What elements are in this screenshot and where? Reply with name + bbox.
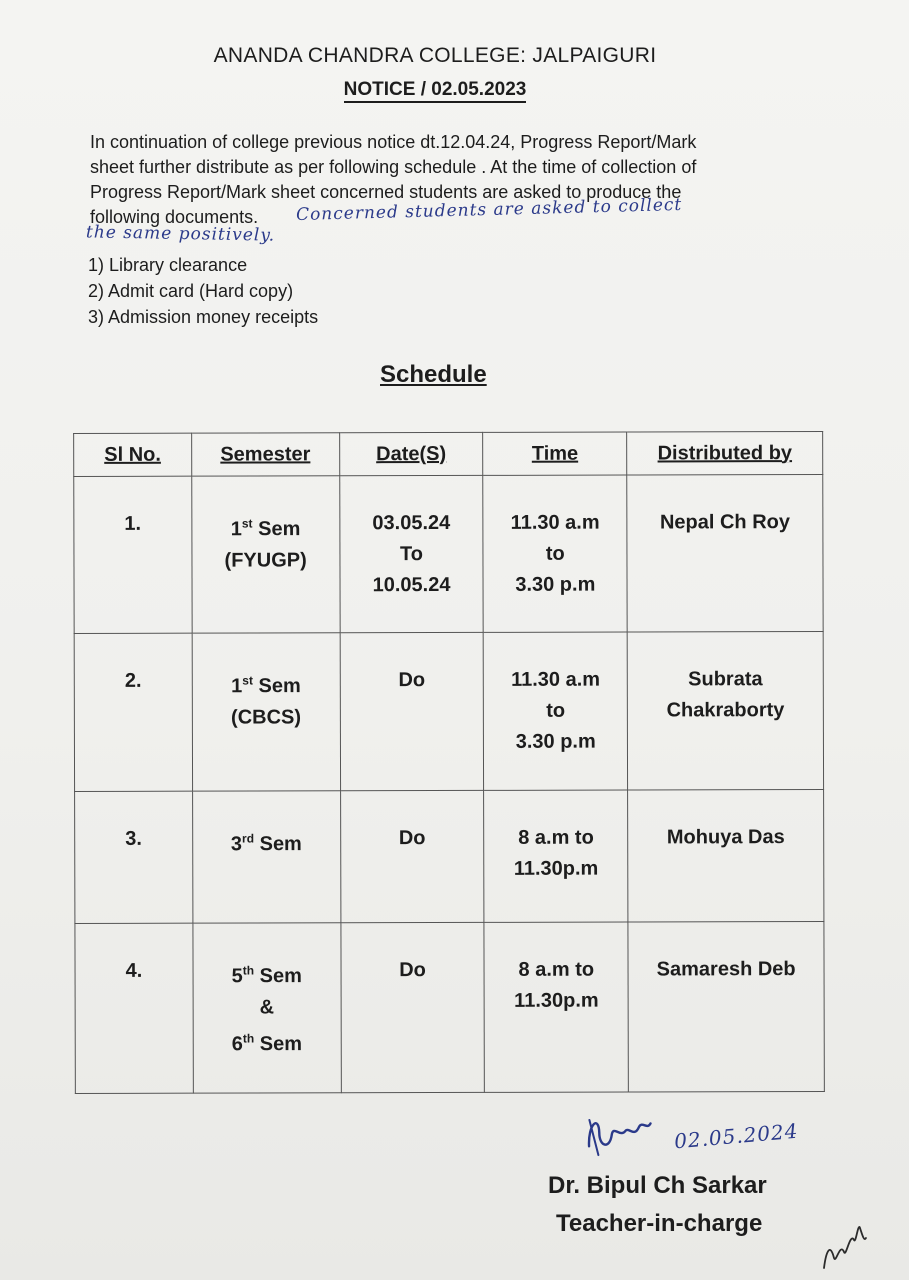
header-distributed-by: Distributed by [627, 432, 823, 476]
cell-sl: 1. [74, 476, 192, 633]
table-row [75, 790, 824, 924]
table-row [75, 922, 824, 1094]
paragraph-line: In continuation of college previous notice dt.12.04.24, Progress Report/Mark [90, 132, 697, 152]
cell-sl: 4. [75, 923, 193, 1093]
margin-initials-scribble [820, 1212, 870, 1272]
list-item: 1) Library clearance [88, 255, 248, 275]
cell-time: 11.30 a.m to 3.30 p.m [483, 475, 627, 632]
cell-time: 8 a.m to 11.30p.m [484, 790, 628, 922]
signature-scribble [578, 1103, 658, 1163]
cell-semester: 1st Sem (CBCS) [192, 633, 340, 791]
cell-sl: 3. [75, 791, 193, 923]
paragraph-line: Progress Report/Mark sheet concerned students are asked to produce the [90, 182, 682, 202]
cell-dates: Do [340, 790, 484, 922]
signatory-name: Dr. Bipul Ch Sarkar [548, 1172, 767, 1199]
table-row [74, 475, 823, 634]
cell-distributed-by: Mohuya Das [628, 790, 824, 923]
paragraph-line: sheet further distribute as per following schedule . At the time of collection of [90, 157, 697, 177]
signatory-role: Teacher-in-charge [556, 1210, 763, 1237]
cell-dates: Do [340, 632, 484, 790]
cell-dates: Do [340, 922, 484, 1092]
list-item: 2) Admit card (Hard copy) [88, 281, 294, 301]
header-semester: Semester [191, 433, 339, 476]
cell-time: 8 a.m to 11.30p.m [484, 922, 628, 1092]
list-item: 3) Admission money receipts [88, 307, 319, 327]
college-name: ANANDA CHANDRA COLLEGE: JALPAIGURI [213, 44, 657, 67]
notice-heading: NOTICE / 02.05.2023 [0, 79, 870, 101]
cell-semester: 3rd Sem [192, 791, 340, 923]
header-time: Time [483, 432, 627, 475]
paragraph-line: following documents. [90, 207, 259, 227]
header-sl-no: Sl No. [74, 433, 192, 476]
cell-semester: 1st Sem (FYUGP) [191, 476, 339, 633]
cell-time: 11.30 a.m to 3.30 p.m [484, 632, 628, 790]
cell-distributed-by: Samaresh Deb [628, 922, 824, 1093]
handwritten-note-line-1: Concerned students are asked to collect [295, 194, 683, 226]
cell-sl: 2. [74, 633, 192, 791]
cell-distributed-by: Subrata Chakraborty [627, 632, 823, 791]
handwritten-signature [578, 1103, 659, 1170]
schedule-title: Schedule [380, 361, 487, 388]
required-documents-list [88, 252, 318, 330]
table-row [74, 632, 823, 792]
cell-semester: 5th Sem & 6th Sem [193, 923, 341, 1093]
header-dates: Date(S) [339, 432, 483, 475]
handwritten-date: 02.05.2024 [673, 1118, 800, 1154]
cell-distributed-by: Nepal Ch Roy [627, 475, 823, 633]
table-header-row [74, 432, 823, 477]
schedule-table [73, 431, 825, 1094]
cell-dates: 03.05.24 To 10.05.24 [339, 475, 483, 632]
handwritten-note-line-2: the same positively. [85, 222, 276, 246]
